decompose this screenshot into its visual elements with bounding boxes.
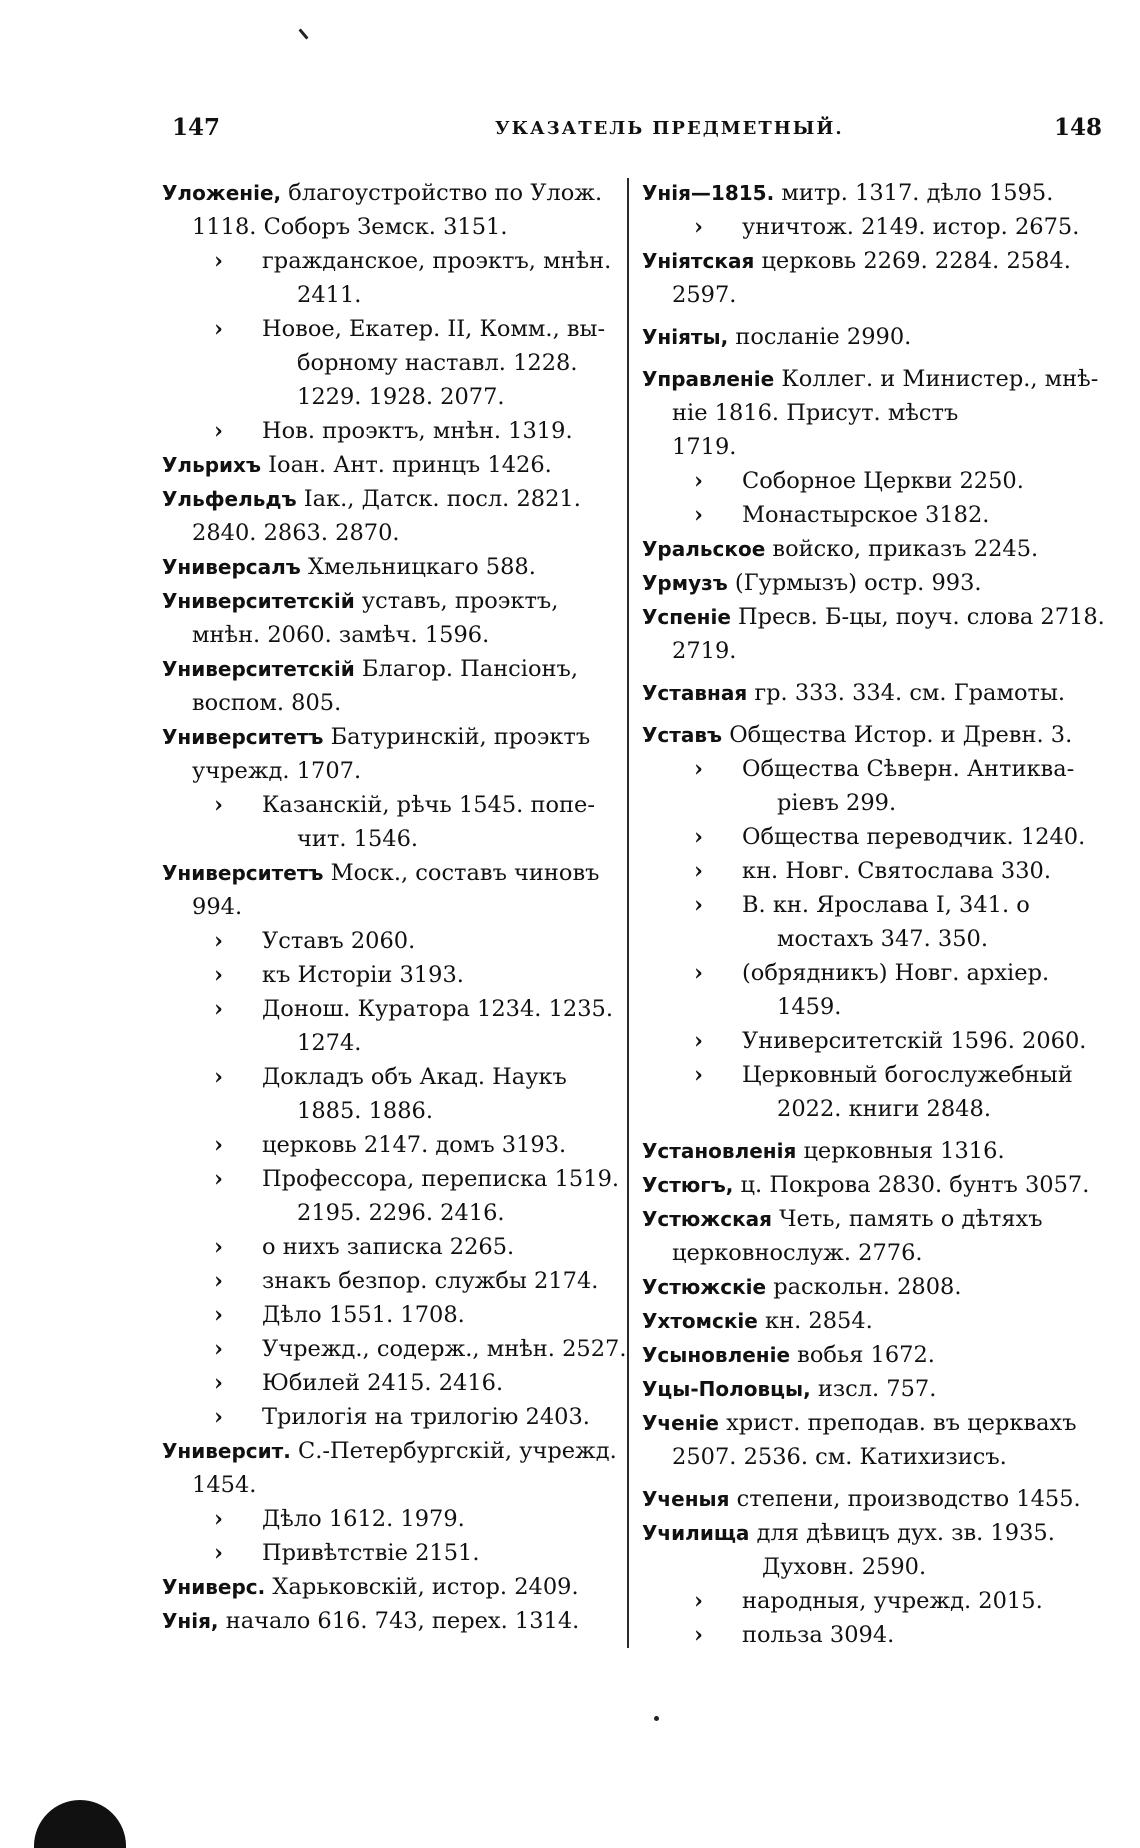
running-title: УКАЗАТЕЛЬ ПРЕДМЕТНЫЙ. xyxy=(495,118,844,139)
entry-headword: Университетъ xyxy=(162,725,324,749)
continuation-line: 1274. xyxy=(297,1030,362,1056)
sub-entry xyxy=(162,312,612,346)
entry-text: церковныя 1316. xyxy=(796,1138,1005,1164)
ditto-mark: › xyxy=(694,1028,703,1054)
continuation-line: 1719. xyxy=(672,434,737,460)
sub-entry xyxy=(162,1536,612,1570)
sub-entry-text: къ Исторіи 3193. xyxy=(262,962,464,988)
index-entry xyxy=(642,1270,1087,1304)
entry-text: митр. 1317. дѣло 1595. xyxy=(774,180,1054,206)
entry-text: Пресв. Б-цы, поуч. слова 2718. xyxy=(730,604,1105,630)
sub-entry xyxy=(642,1584,1087,1618)
entry-text: начало 616. 743, перех. 1314. xyxy=(218,1608,580,1634)
index-entry xyxy=(162,1434,617,1468)
ditto-mark: › xyxy=(694,960,703,986)
ditto-mark: › xyxy=(694,858,703,884)
index-entry xyxy=(642,718,1087,752)
entry-text: Іак., Датск. посл. 2821. xyxy=(296,486,581,512)
continuation-line: учрежд. 1707. xyxy=(192,758,362,784)
index-entry xyxy=(642,532,1087,566)
ditto-mark: › xyxy=(214,1132,223,1158)
continuation-line: мнѣн. 2060. замѣч. 1596. xyxy=(192,622,490,648)
sub-entry xyxy=(642,820,1087,854)
entry-headword: Унія—1815. xyxy=(642,181,775,205)
ditto-mark: › xyxy=(694,1622,703,1648)
index-entry xyxy=(642,1406,1087,1440)
index-entry xyxy=(642,1168,1090,1202)
entry-text: изсл. 757. xyxy=(810,1376,937,1402)
sub-entry xyxy=(162,1264,612,1298)
index-entry xyxy=(642,320,1087,354)
entry-headword: Уніятская xyxy=(642,249,755,273)
sub-entry-text: уничтож. 2149. истор. 2675. xyxy=(742,214,1080,240)
entry-headword: Училища xyxy=(642,1521,750,1545)
index-entry xyxy=(642,244,1087,278)
entry-headword: Университетскій xyxy=(162,657,355,681)
entry-text: Харьковскій, истор. 2409. xyxy=(265,1574,579,1600)
index-entry xyxy=(162,1604,612,1638)
continuation-line: Духовн. 2590. xyxy=(762,1554,927,1580)
continuation-line: мостахъ 347. 350. xyxy=(777,926,989,952)
sub-entry xyxy=(642,854,1087,888)
entry-headword: Ученіе xyxy=(642,1411,719,1435)
index-entry xyxy=(642,600,1105,634)
continuation-line: ніе 1816. Присут. мѣстъ xyxy=(672,400,959,426)
index-entry xyxy=(642,1134,1087,1168)
sub-entry-text: Донош. Куратора 1234. 1235. xyxy=(262,996,614,1022)
continuation-line: 1229. 1928. 2077. xyxy=(297,384,505,410)
index-entry xyxy=(642,1304,1087,1338)
ditto-mark: › xyxy=(214,1506,223,1532)
entry-text: С.-Петербургскій, учрежд. xyxy=(290,1438,617,1464)
ditto-mark: › xyxy=(694,756,703,782)
sub-entry xyxy=(162,1400,612,1434)
index-entry xyxy=(162,550,612,584)
sub-entry-text: польза 3094. xyxy=(742,1622,895,1648)
entry-headword: Ульрихъ xyxy=(162,453,261,477)
sub-entry-text: Привѣтствіе 2151. xyxy=(262,1540,480,1566)
entry-text: Четь, память о дѣтяхъ xyxy=(771,1206,1043,1232)
entry-headword: Установленія xyxy=(642,1139,797,1163)
scan-blot xyxy=(34,1800,126,1848)
sub-entry-text: Казанскій, рѣчь 1545. попе- xyxy=(262,792,595,818)
entry-text: христ. преподав. въ церквахъ xyxy=(718,1410,1077,1436)
ditto-mark: › xyxy=(694,1062,703,1088)
sub-entry-text: Монастырское 3182. xyxy=(742,502,990,528)
entry-headword: Университетъ xyxy=(162,861,324,885)
entry-text: для дѣвицъ дух. зв. 1935. xyxy=(749,1520,1055,1546)
entry-text: Моск., составъ чиновъ xyxy=(323,860,600,886)
index-entry xyxy=(162,856,612,890)
sub-entry-text: Трилогія на трилогію 2403. xyxy=(262,1404,590,1430)
sub-entry-text: Общества переводчик. 1240. xyxy=(742,824,1086,850)
entry-text: уставъ, проэктъ, xyxy=(354,588,559,614)
entry-headword: Уставная xyxy=(642,681,748,705)
entry-headword: Ученыя xyxy=(642,1487,730,1511)
entry-headword: Устюжская xyxy=(642,1207,772,1231)
column-divider xyxy=(627,178,629,1648)
continuation-line: 2022. книги 2848. xyxy=(777,1096,991,1122)
left-page-number: 147 xyxy=(172,114,221,141)
sub-entry-text: кн. Новг. Святослава 330. xyxy=(742,858,1052,884)
stray-mark xyxy=(298,28,308,39)
ditto-mark: › xyxy=(214,316,223,342)
entry-headword: Университетскій xyxy=(162,589,355,613)
continuation-line: 2507. 2536. см. Катихизисъ. xyxy=(672,1444,1007,1470)
sub-entry-text: Новое, Екатер. II, Комм., вы- xyxy=(262,316,606,342)
sub-entry xyxy=(642,888,1087,922)
entry-text: церковь 2269. 2284. 2584. xyxy=(754,248,1071,274)
continuation-line: 2719. xyxy=(672,638,737,664)
sub-entry-text: Общества Сѣверн. Антиква- xyxy=(742,756,1075,782)
sub-entry-text: Профессора, переписка 1519. xyxy=(262,1166,620,1192)
index-entry xyxy=(162,652,612,686)
index-entry xyxy=(162,584,612,618)
entry-text: раскольн. 2808. xyxy=(766,1274,962,1300)
sub-entry xyxy=(162,1298,612,1332)
sub-entry-text: знакъ безпор. службы 2174. xyxy=(262,1268,599,1294)
entry-text: (Гурмызъ) остр. 993. xyxy=(727,570,982,596)
index-entry xyxy=(642,362,1099,396)
index-entry xyxy=(642,566,1087,600)
sub-entry-text: Соборное Церкви 2250. xyxy=(742,468,1024,494)
index-entry xyxy=(162,1570,612,1604)
left-column xyxy=(162,176,627,1638)
entry-text: вобья 1672. xyxy=(790,1342,935,1368)
sub-entry xyxy=(162,1230,612,1264)
sub-entry-text: Учрежд., содерж., мнѣн. 2527. xyxy=(262,1336,627,1362)
entry-text: Благор. Пансіонъ, xyxy=(354,656,578,682)
sub-entry-text: народныя, учрежд. 2015. xyxy=(742,1588,1043,1614)
ditto-mark: › xyxy=(214,996,223,1022)
entry-text: Іоан. Ант. принцъ 1426. xyxy=(260,452,552,478)
sub-entry xyxy=(162,1060,612,1094)
ditto-mark: › xyxy=(694,1588,703,1614)
index-entry xyxy=(642,676,1087,710)
continuation-line: 2840. 2863. 2870. xyxy=(192,520,400,546)
entry-text: посланіе 2990. xyxy=(728,324,912,350)
continuation-line: 2195. 2296. 2416. xyxy=(297,1200,505,1226)
index-entry xyxy=(162,720,612,754)
continuation-line: 994. xyxy=(192,894,243,920)
continuation-line: 1118. Соборъ Земск. 3151. xyxy=(192,214,508,240)
sub-entry-text: Церковный богослужебный xyxy=(742,1062,1073,1088)
entry-text: Коллег. и Министер., мнѣ- xyxy=(774,366,1099,392)
sub-entry-text: Дѣло 1551. 1708. xyxy=(262,1302,465,1328)
sub-entry xyxy=(162,958,612,992)
index-entry xyxy=(642,1482,1087,1516)
sub-entry-text: Нов. проэктъ, мнѣн. 1319. xyxy=(262,418,573,444)
entry-headword: Уложеніе, xyxy=(162,181,282,205)
entry-headword: Успеніе xyxy=(642,605,731,629)
page-header xyxy=(0,114,1140,154)
index-entry xyxy=(642,1202,1087,1236)
ditto-mark: › xyxy=(694,824,703,850)
index-entry xyxy=(642,176,1087,210)
ditto-mark: › xyxy=(214,1540,223,1566)
sub-entry-text: церковь 2147. домъ 3193. xyxy=(262,1132,567,1158)
ditto-mark: › xyxy=(214,1370,223,1396)
entry-headword: Уніяты, xyxy=(642,325,729,349)
sub-entry xyxy=(642,498,1087,532)
sub-entry xyxy=(162,788,612,822)
sub-entry xyxy=(642,1058,1087,1092)
continuation-line: ріевъ 299. xyxy=(777,790,897,816)
ditto-mark: › xyxy=(214,1302,223,1328)
index-entry xyxy=(642,1516,1087,1550)
ditto-mark: › xyxy=(214,1268,223,1294)
ditto-mark: › xyxy=(214,1336,223,1362)
sub-entry-text: Юбилей 2415. 2416. xyxy=(262,1370,504,1396)
continuation-line: борному наставл. 1228. xyxy=(297,350,578,376)
entry-headword: Устюгъ, xyxy=(642,1173,734,1197)
entry-headword: Унія, xyxy=(162,1609,219,1633)
sub-entry xyxy=(642,464,1087,498)
sub-entry-text: (обрядникъ) Новг. архіер. xyxy=(742,960,1050,986)
sub-entry xyxy=(162,1332,627,1366)
entry-text: ц. Покрова 2830. бунтъ 3057. xyxy=(733,1172,1090,1198)
continuation-line: 1459. xyxy=(777,994,842,1020)
entry-text: гр. 333. 334. см. Грамоты. xyxy=(747,680,1066,706)
entry-headword: Ухтомскіе xyxy=(642,1309,758,1333)
entry-headword: Уставъ xyxy=(642,723,723,747)
sub-entry-text: В. кн. Ярослава I, 341. о xyxy=(742,892,1030,918)
index-entry xyxy=(162,448,612,482)
continuation-line: воспом. 805. xyxy=(192,690,342,716)
ditto-mark: › xyxy=(214,1404,223,1430)
ditto-mark: › xyxy=(214,928,223,954)
entry-text: Батуринскій, проэктъ xyxy=(323,724,591,750)
ditto-mark: › xyxy=(214,418,223,444)
entry-headword: Устюжскіе xyxy=(642,1275,767,1299)
sub-entry xyxy=(162,1502,612,1536)
sub-entry xyxy=(162,414,612,448)
ditto-mark: › xyxy=(214,1064,223,1090)
entry-headword: Уцы-Половцы, xyxy=(642,1377,811,1401)
sub-entry xyxy=(162,1128,612,1162)
continuation-line: 1454. xyxy=(192,1472,257,1498)
sub-entry xyxy=(642,1618,1087,1652)
continuation-line: 1885. 1886. xyxy=(297,1098,433,1124)
entry-text: кн. 2854. xyxy=(757,1308,873,1334)
sub-entry-text: гражданское, проэктъ, мнѣн. xyxy=(262,248,612,274)
continuation-line: 2597. xyxy=(672,282,737,308)
right-column xyxy=(642,176,1105,1652)
continuation-line: чит. 1546. xyxy=(297,826,419,852)
ditto-mark: › xyxy=(694,892,703,918)
ditto-mark: › xyxy=(694,502,703,528)
sub-entry xyxy=(642,1024,1087,1058)
entry-headword: Усыновленіе xyxy=(642,1343,791,1367)
sub-entry xyxy=(162,1366,612,1400)
entry-text: Хмельницкаго 588. xyxy=(300,554,536,580)
continuation-line: церковнослуж. 2776. xyxy=(672,1240,923,1266)
ditto-mark: › xyxy=(694,468,703,494)
entry-headword: Ульфельдъ xyxy=(162,487,297,511)
entry-text: Общества Истор. и Древн. 3. xyxy=(722,722,1073,748)
sub-entry-text: Докладъ объ Акад. Наукъ xyxy=(262,1064,567,1090)
index-entry xyxy=(642,1338,1087,1372)
sub-entry xyxy=(642,956,1087,990)
sub-entry-text: Уставъ 2060. xyxy=(262,928,416,954)
entry-headword: Управленіе xyxy=(642,367,775,391)
sub-entry xyxy=(162,924,612,958)
sub-entry xyxy=(642,210,1087,244)
ditto-mark: › xyxy=(214,1166,223,1192)
entry-headword: Универсалъ xyxy=(162,555,301,579)
sub-entry-text: Университетскій 1596. 2060. xyxy=(742,1028,1087,1054)
sub-entry-text: о нихъ записка 2265. xyxy=(262,1234,515,1260)
sub-entry xyxy=(162,992,612,1026)
entry-text: войско, приказъ 2245. xyxy=(765,536,1039,562)
ditto-mark: › xyxy=(214,962,223,988)
right-page-number: 148 xyxy=(1054,114,1103,141)
index-entry xyxy=(642,1372,1087,1406)
sub-entry xyxy=(162,244,612,278)
ditto-mark: › xyxy=(214,248,223,274)
continuation-line: 2411. xyxy=(297,282,362,308)
entry-headword: Уральское xyxy=(642,537,766,561)
sub-entry xyxy=(162,1162,620,1196)
stray-dot xyxy=(654,1716,659,1721)
index-entry xyxy=(162,482,612,516)
sub-entry-text: Дѣло 1612. 1979. xyxy=(262,1506,465,1532)
entry-text: благоустройство по Улож. xyxy=(281,180,603,206)
ditto-mark: › xyxy=(214,792,223,818)
ditto-mark: › xyxy=(694,214,703,240)
entry-headword: Универс. xyxy=(162,1575,266,1599)
ditto-mark: › xyxy=(214,1234,223,1260)
index-entry xyxy=(162,176,612,210)
entry-text: степени, производство 1455. xyxy=(729,1486,1081,1512)
entry-headword: Университ. xyxy=(162,1439,291,1463)
sub-entry xyxy=(642,752,1087,786)
entry-headword: Урмузъ xyxy=(642,571,728,595)
